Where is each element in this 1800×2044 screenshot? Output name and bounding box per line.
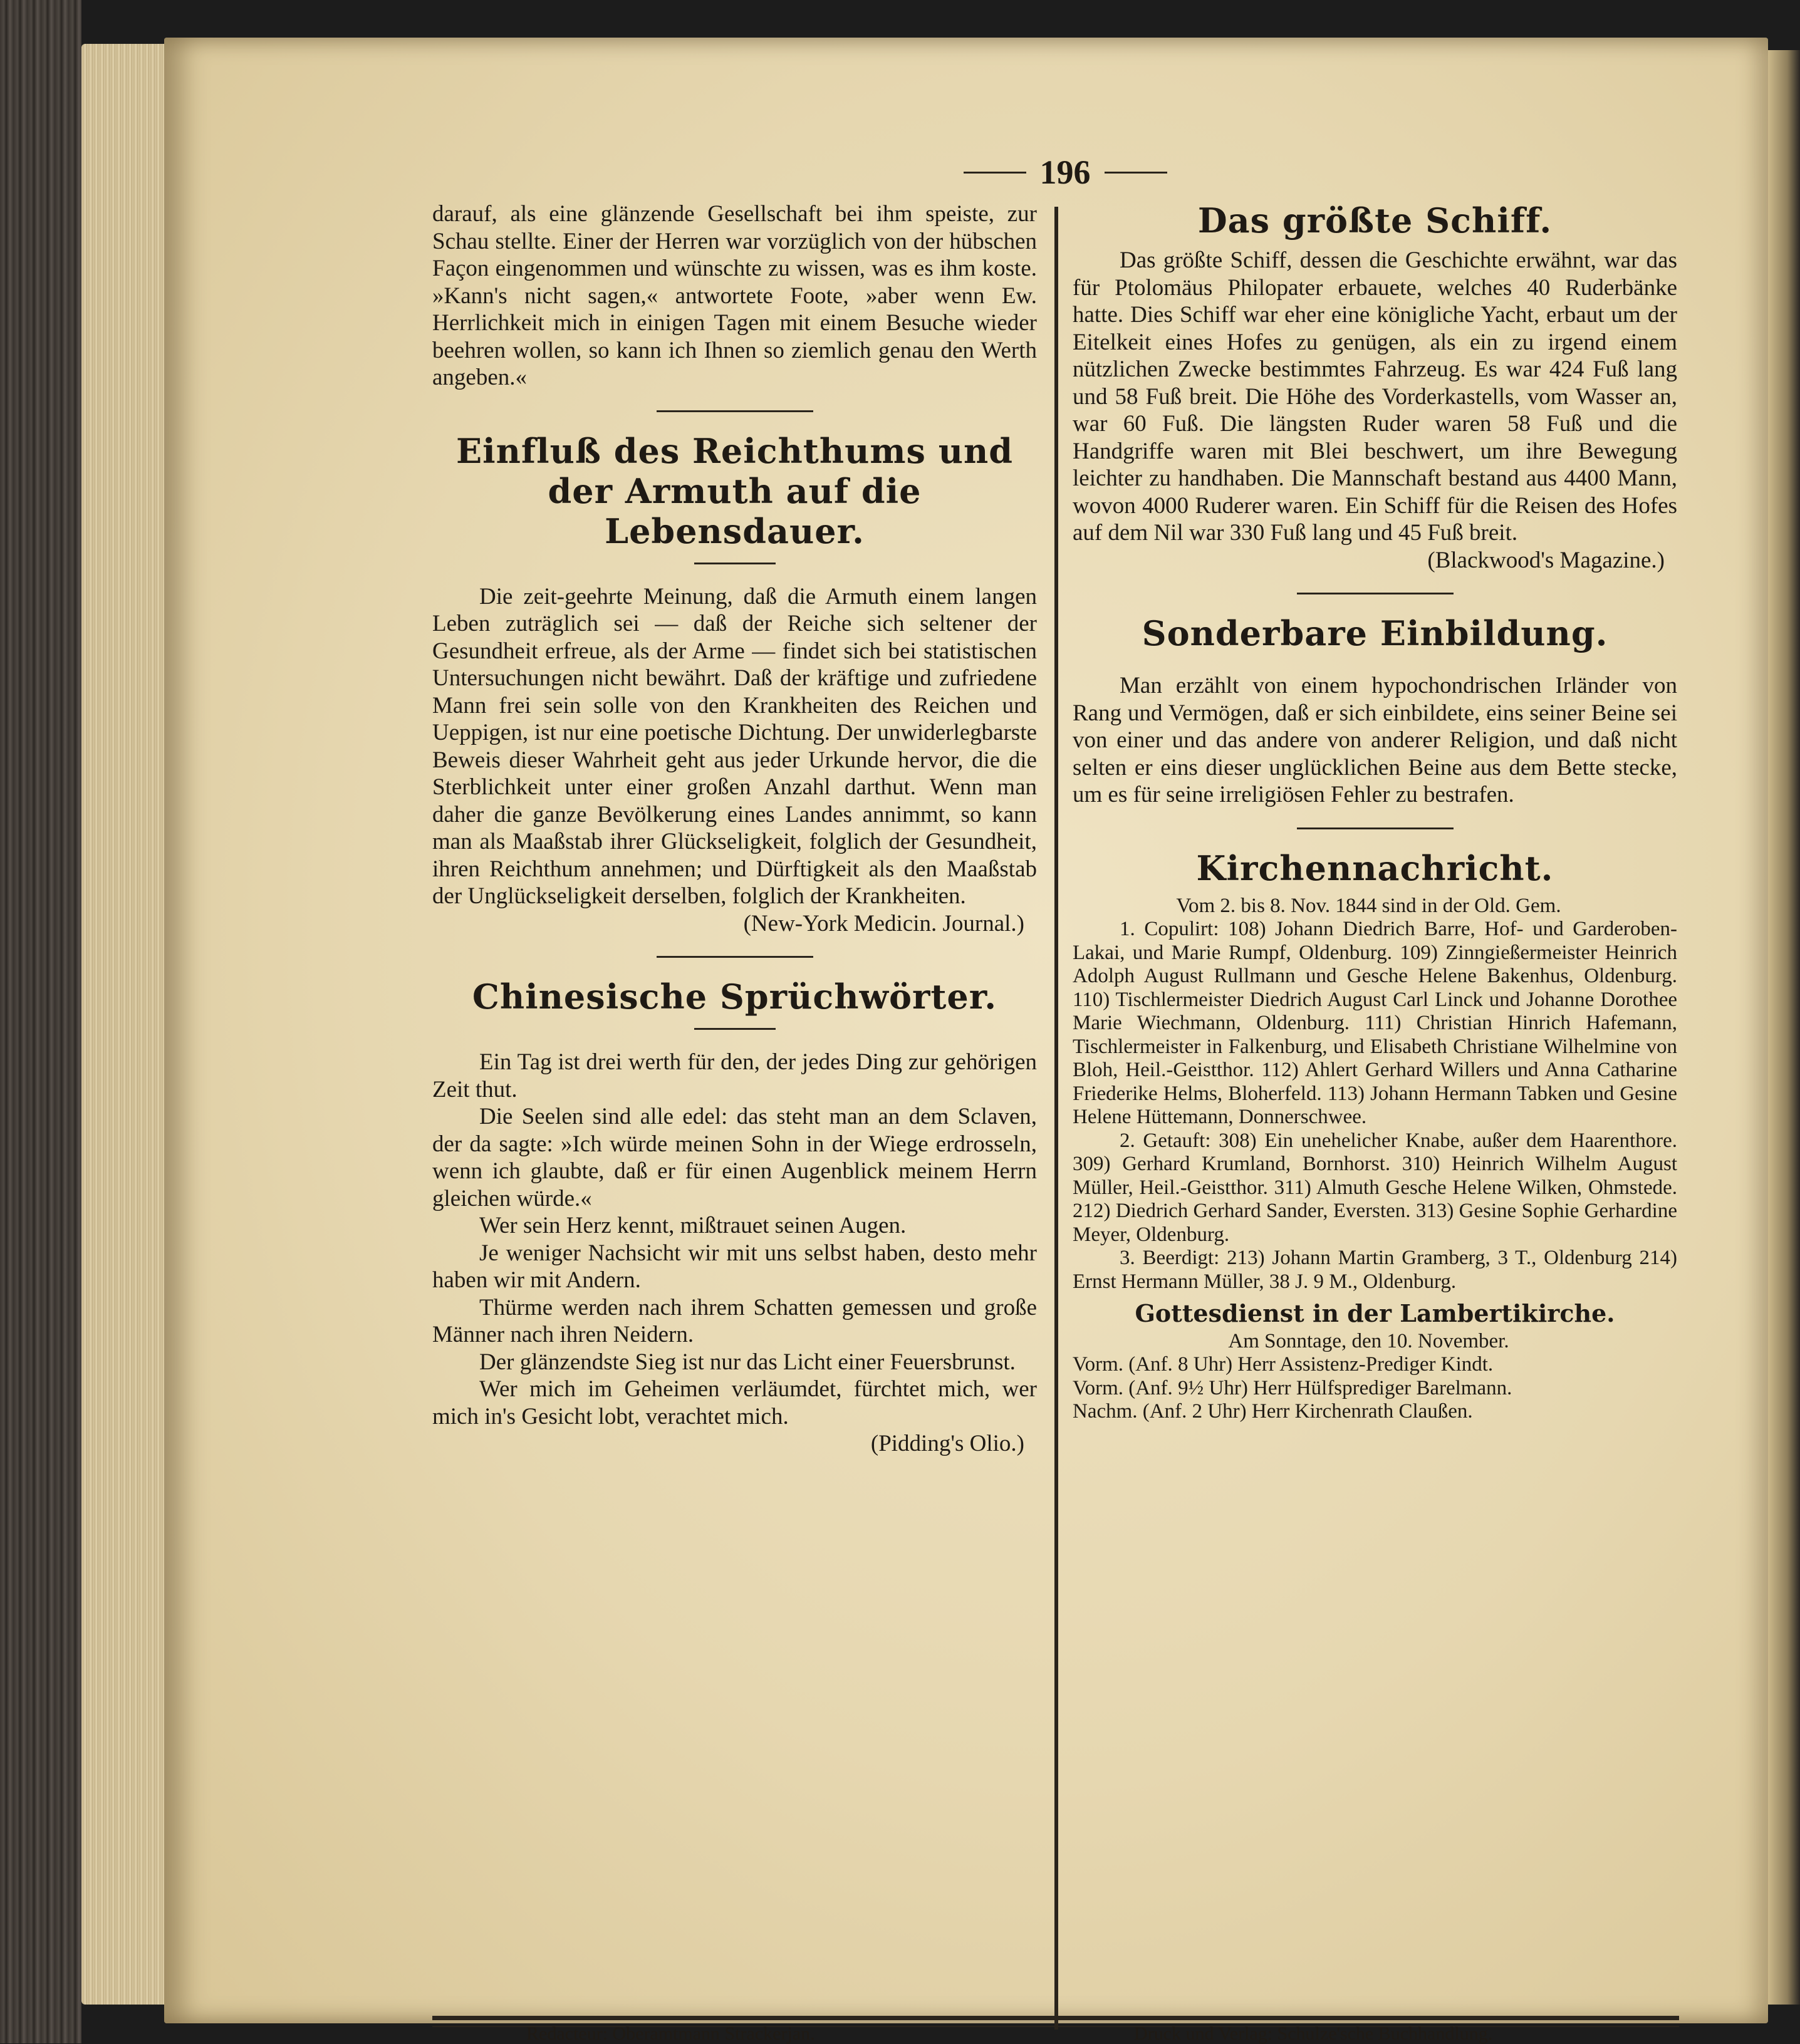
proverb: Die Seelen sind alle edel: das steht man an dem Sclaven, der da sagte: »Ich würde meinen Sohn in der Wiege erdrosseln, wenn ich glaubte, daß er für einen Augenblick meinem Herrn gleichen würde.« <box>432 1104 1037 1211</box>
article-source: (New-York Medicin. Journal.) <box>743 910 1024 936</box>
header-rule-right <box>1105 172 1167 174</box>
proverb: Der glänzendste Sieg ist nur das Licht einer Feuersbrunst. <box>479 1349 1016 1375</box>
book-gutter <box>1768 50 1800 2005</box>
footer-editor: Redacteur: Oberamtmann Strackerjan. <box>526 2023 815 2044</box>
article-source: (Blackwood's Magazine.) <box>1427 547 1665 573</box>
service-heading: Gottesdienst in der Lambertikirche. <box>1135 1299 1615 1327</box>
article-source: (Pidding's Olio.) <box>870 1431 1024 1456</box>
title-rule <box>694 1028 776 1030</box>
article-title: Das größte Schiff. <box>1197 200 1553 241</box>
book-binding <box>0 0 81 2043</box>
service-date: Am Sonntage, den 10. November. <box>1228 1329 1509 1352</box>
footer-publisher: Druck und Verlag: Schulze'sche Buchhandlung. <box>1134 2023 1493 2044</box>
church-intro: Vom 2. bis 8. Nov. 1844 sind in der Old. Gem. <box>1176 894 1561 917</box>
church-beerdigt: 3. Beerdigt: 213) Johann Martin Gramberg, 3 T., Oldenburg 214) Ernst Hermann Müller, 38 J. 9 M., Oldenburg. <box>1073 1247 1677 1293</box>
service-line: Vorm. (Anf. 9½ Uhr) Herr Hülfsprediger Barelmann. <box>1073 1376 1512 1399</box>
column-divider <box>1054 207 1058 2030</box>
church-getauft: 2. Getauft: 308) Ein unehelicher Knabe, außer dem Haarenthore. 309) Gerhard Krumland, Bornhorst. 310) Heinrich Wilhelm August Müller, Heil.-Geistthor. 311) Almuth Gesche Helene Wilken, Ohmstede. 212) Diedrich Gerhard Sander, Eversten. 313) Gesine Sophie Gerhardine Meyer, Oldenburg. <box>1073 1129 1677 1246</box>
article-title: Kirchennachricht. <box>1196 848 1554 888</box>
section-rule <box>1297 827 1454 829</box>
article-title: Chinesische Sprüchwörter. <box>472 977 997 1017</box>
article-title: Einfluß des Reichthums und der Armuth auf die Lebensdauer. <box>455 430 1014 551</box>
page-header <box>934 150 1197 194</box>
section-rule <box>657 410 813 412</box>
article-body: Man erzählt von einem hypochondrischen Irländer von Rang und Vermögen, daß er sich einbildete, eins seiner Beine sei von einer und das andere von anderer Religion, und daß nicht selten er eins dieser unglücklichen Beine aus dem Bette stecke, um es für seine irreligiösen Fehler zu bestrafen. <box>1073 673 1677 807</box>
page-number: 196 <box>1039 153 1091 191</box>
article-body: Die zeit-geehrte Meinung, daß die Armuth einem langen Leben zuträglich sei — daß der Reiche sich seltener der Gesundheit erfreue, als der Arme — findet sich bei statistischen Untersuchungen nicht bewährt. Daß der kräftige und zufriedene Mann frei sein solle von den Krankheiten des Reichen und Ueppigen, ist nur eine poetische Dichtung. Der unwiderlegbarste Beweis dieser Wahrheit geht aus jeder Urkunde hervor, die die Sterblichkeit unter einer großen Anzahl darthut. Wenn man daher die ganze Bevölkerung eines Landes annimmt, so kann man als Maaßstab ihrer Glückseligkeit, folglich der Gesundheit, ihren Reichthum annehmen; und Dürftigkeit als den Maaßstab der Unglückseligkeit derselben, folglich der Krankheiten. <box>432 583 1037 909</box>
left-column <box>432 200 1037 1458</box>
article-body: Das größte Schiff, dessen die Geschichte erwähnt, war das für Ptolomäus Philopater erbauete, welches 40 Ruderbänke hatte. Dies Schiff war eher eine königliche Yacht, erbaut um der Eitelkeit eines Hofes zu genügen, als ein zu irgend einem nützlichen Zwecke bestimmtes Fahrzeug. Es war 424 Fuß lang und 58 Fuß breit. Die Höhe des Vorderkastells, vom Wasser an, war 60 Fuß. Die längsten Ruder waren 58 Fuß und die Handgriffe waren mit Blei beschwert, um ihre Bewegung leichter zu handhaben. Die Mannschaft bestand aus 4400 Mann, wovon 4000 Ruderer waren. Ein Schiff für die Reisen des Hofes auf dem Nil war 330 Fuß lang und 45 Fuß breit. <box>1073 247 1677 546</box>
section-rule <box>1297 593 1454 594</box>
header-rule-left <box>964 172 1026 174</box>
proverb: Wer mich im Geheimen verläumdet, fürchtet mich, wer mich in's Gesicht lobt, verachtet mich. <box>432 1376 1037 1429</box>
proverb: Ein Tag ist drei werth für den, der jedes Ding zur gehörigen Zeit thut. <box>432 1049 1037 1102</box>
proverb: Thürme werden nach ihrem Schatten gemessen und große Männer nach ihren Neidern. <box>432 1294 1037 1347</box>
service-line: Nachm. (Anf. 2 Uhr) Herr Kirchenrath Claußen. <box>1073 1400 1473 1423</box>
page-stack <box>81 44 169 2005</box>
proverb: Wer sein Herz kennt, mißtrauet seinen Augen. <box>479 1213 907 1238</box>
intro-paragraph: darauf, als eine glänzende Gesellschaft bei ihm speiste, zur Schau stellte. Einer der Herren war vorzüglich von der hübschen Façon eingenommen und wünschte zu wissen, was es ihm koste. »Kann's nicht sagen,« antwortete Foote, »aber wenn Ew. Herrlichkeit mich in einigen Tagen mit einem Besuche wieder beehren wollen, so kann ich Ihnen so ziemlich genau den Werth angeben.« <box>432 201 1037 390</box>
title-rule <box>694 563 776 564</box>
service-line: Vorm. (Anf. 8 Uhr) Herr Assistenz-Prediger Kindt. <box>1073 1353 1494 1376</box>
proverb: Je weniger Nachsicht wir mit uns selbst haben, desto mehr haben wir mit Andern. <box>432 1240 1037 1293</box>
article-title: Sonderbare Einbildung. <box>1142 613 1608 653</box>
church-copulirt: 1. Copulirt: 108) Johann Diedrich Barre, Hof- und Garderoben-Lakai, und Marie Rumpf, Oldenburg. 109) Zinngießermeister Heinrich Adolph August Rullmann und Gesche Helene Bakenhus, Oldenburg. 110) Tischlermeister Diedrich August Carl Linck und Johanne Dorothee Marie Wiechmann, Oldenburg. 111) Christian Hinrich Hafemann, Tischlermeister in Falkenburg, und Elisabeth Christiane Wilhelmine von Bloh, Heil.-Geistthor. 112) Ahlert Gerhard Willers und Anna Catharine Friederike Helms, Bloherfeld. 113) Johann Hermann Tabken und Gesine Helene Hüttemann, Donnerschwee. <box>1073 918 1677 1128</box>
right-column <box>1073 200 1677 1424</box>
section-rule <box>657 956 813 958</box>
